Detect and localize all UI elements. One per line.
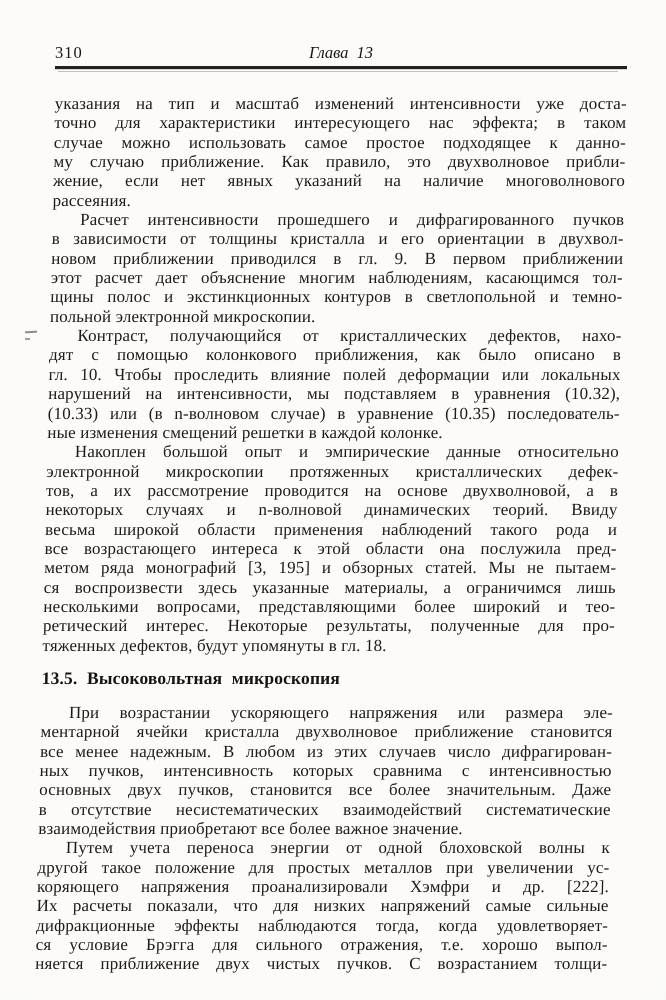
text-line: основных двух пучков, становится все более значительным. Даже	[38, 780, 612, 800]
text-line: ментарной ячейки кристалла двухволновое приближение становится	[40, 722, 613, 742]
text-line: все менее надежным. В любом из этих случаев число дифрагирован-	[39, 741, 613, 761]
text-line: в зависимости от толщины кристалла и его ориентации в двухвол-	[51, 229, 624, 249]
running-chapter-title: Глава 13	[308, 43, 374, 62]
text-line: дифракционные эффекты наблюдаются тогда, когда удовлетворяет-	[35, 915, 609, 935]
text-line: (10.33) или (в n-волновом случае) в уравнение (10.35) последователь-	[47, 403, 620, 423]
text-line: Путем учета переноса энергии от одной блоховской волны к	[65, 838, 611, 858]
text-line: рассеяния.	[52, 190, 132, 210]
text-line: метом ряда монографий [3, 195] и обзорных статей. Мы не пытаем-	[44, 558, 617, 578]
text-line: несколькими вопросами, представляющими более широкий и тео-	[43, 596, 616, 616]
text-line: гл. 10. Чтобы проследить влияние полей деформации или локальных	[48, 364, 621, 384]
text-line: указания на тип и масштаб изменений интенсивности уже доста-	[54, 94, 627, 113]
section-heading: 13.5. Высоковольтная микроскопия	[41, 667, 341, 688]
text-line: другой такое положение для простых металлов при увеличении ус-	[37, 857, 610, 877]
paragraph	[38, 703, 613, 838]
text-line: няется приближение двух чистых пучков. С возрастанием толщи-	[35, 954, 608, 974]
pencil-dash-icon	[25, 331, 37, 334]
text-line: ные изменения смещений решетки в каждой колонке.	[47, 422, 444, 442]
text-line: щины полос и экстинкционных контуров в светлопольной и темно-	[50, 287, 623, 307]
paragraph	[50, 210, 625, 326]
text-line: этот расчет дает объяснение многим наблюдениям, касающимся тол-	[50, 268, 624, 288]
text-line: точно для характеристики интересующего нас эффекта; в таком	[54, 113, 627, 133]
text-line: взаимодействия приобретают все более важное значение.	[38, 819, 464, 839]
text-line: тяженных дефектов, будут упомянуты в гл. 18.	[42, 635, 387, 655]
text-line: Их расчеты показали, что для низких напряжений самые сильные	[36, 896, 609, 916]
paragraph	[52, 94, 627, 210]
text-block	[35, 94, 627, 974]
text-line: дят с помощью колонкового приближения, как было описано в	[48, 345, 622, 365]
paragraph	[35, 838, 610, 973]
text-line: все возрастающего интереса к этой области она послужила пред-	[44, 538, 617, 558]
paragraph	[42, 442, 619, 655]
text-line: в отсутствие несистематических взаимодействий систематические	[38, 799, 611, 819]
text-line: польной электронной микроскопии.	[49, 306, 316, 326]
text-line: весьма широкой области применения наблюдений такого рода и	[44, 519, 618, 539]
text-line: ся воспроизвести здесь указанные материалы, а ограничимся лишь	[43, 577, 617, 597]
text-line: нарушений на интенсивности, мы подставляем в уравнения (10.32),	[47, 384, 621, 404]
text-line: При возрастании ускоряющего напряжения или размера эле-	[68, 702, 614, 722]
page-number: 310	[55, 43, 83, 62]
text-line: жение, если нет явных указаний на наличие многоволнового	[52, 171, 626, 191]
margin-pencil-mark	[25, 330, 39, 344]
text-line: му случаю приближение. Как правило, это двухволновое прибли-	[53, 152, 626, 172]
text-line: некоторых случаях и n-волновой динамических теорий. Ввиду	[45, 500, 618, 520]
text-line: ся условие Брэгга для сильного отражения, т.е. хорошо выпол-	[35, 935, 608, 955]
header-rule	[55, 66, 627, 69]
header-rule-echo	[58, 71, 618, 72]
text-line: случае можно использовать самое простое подходящее к данно-	[53, 132, 627, 152]
text-line: новом приближении приводился в гл. 9. В первом приближении	[51, 248, 624, 268]
text-line: тов, а их рассмотрение проводится на основе двухволновой, а в	[45, 480, 619, 500]
pencil-dash-icon	[25, 338, 30, 340]
text-line: Контраст, получающийся от кристаллических дефектов, нахо-	[77, 326, 622, 346]
text-line: Накоплен большой опыт и эмпирические данные относительно	[74, 442, 620, 462]
paragraph	[47, 326, 622, 442]
text-line: ных пучков, интенсивность которых сравнима с интенсивностью	[39, 761, 612, 780]
text-line: ретический интерес. Некоторые результаты, полученные для про-	[42, 616, 616, 636]
text-line: коряющего напряжения проанализировали Хэмфри и др. [222].	[36, 877, 610, 897]
text-line: электронной микроскопии протяженных кристаллических дефек-	[46, 461, 619, 481]
text-line: Расчет интенсивности прошедшего и дифрагированного пучков	[79, 210, 625, 230]
